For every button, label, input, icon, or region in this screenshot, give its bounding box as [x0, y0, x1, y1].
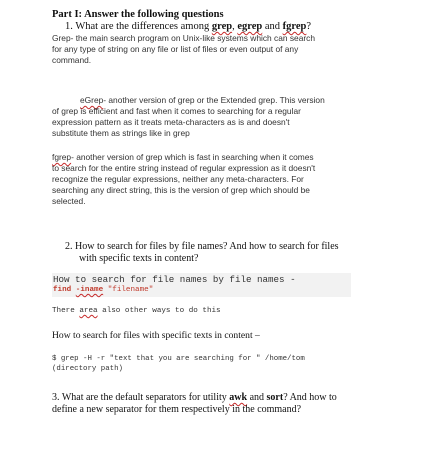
fgrep-answer-line: to search for the entire string instead of regular expression as it doesn't — [52, 163, 316, 173]
term-sort: sort — [266, 392, 284, 403]
separator: , — [232, 21, 238, 32]
question-3-text: 3. What are the default separators for utility — [52, 392, 230, 403]
grep-command-line: (directory path) — [52, 365, 123, 373]
iname-flag: -iname — [75, 286, 104, 294]
question-2 — [65, 241, 339, 265]
term-fgrep: fgrep — [282, 21, 307, 32]
grep-answer — [52, 33, 315, 66]
code-block-find — [52, 273, 351, 297]
grep-answer-line: Grep- the main search program on Unix-like systems which can search — [52, 33, 315, 43]
egrep-answer-line: of grep is efficient and fast when it comes to searching for a regular — [52, 106, 301, 116]
typo-area: area — [79, 307, 98, 315]
fgrep-answer-line: searching any direct string, this is the version of grep which should be — [52, 185, 310, 195]
term-grep: grep — [211, 21, 233, 32]
fgrep-answer — [52, 152, 315, 207]
grep-answer-line: for any type of string on any file or list of files or even output of any — [52, 44, 299, 54]
question-3 — [52, 392, 337, 416]
term-awk: awk — [229, 392, 248, 403]
egrep-answer-text: - another version of grep or the Extended grep. This version — [103, 95, 325, 105]
code-heading: How to search for file names by file names - — [53, 274, 296, 285]
fgrep-answer-line: selected. — [52, 196, 86, 206]
question-3-line: define a new separator for them respectively in the command? — [52, 404, 302, 415]
question-3-text: and — [247, 392, 267, 403]
other-ways-note — [52, 307, 221, 315]
note-text: also other ways to do this — [97, 307, 221, 315]
question-2-line: 2. How to search for files by file names? And how to search for files — [65, 241, 339, 252]
grep-command-block — [52, 354, 305, 374]
grep-answer-line: command. — [52, 55, 92, 65]
content-search-heading: How to search for files with specific texts in content – — [52, 330, 260, 341]
note-text: There — [52, 307, 80, 315]
question-3-line — [52, 392, 337, 404]
fgrep-word: fgrep — [52, 152, 72, 162]
find-command — [53, 285, 351, 296]
part-title: Part I: Answer the following questions — [52, 9, 224, 20]
separator: and — [262, 21, 283, 32]
egrep-answer-line — [52, 95, 325, 106]
egrep-answer-line: substitute them as strings like in grep — [52, 128, 190, 138]
find-keyword: find — [53, 286, 72, 294]
fgrep-answer-line — [52, 152, 315, 163]
question-mark: ? — [306, 21, 312, 32]
question-1-text: What are the differences among — [75, 21, 212, 32]
grep-command-line: $ grep -H -r "text that you are searching for " /home/tom — [52, 355, 305, 363]
question-3-text: ? And how to — [283, 392, 337, 403]
question-1 — [65, 21, 311, 32]
term-egrep: egrep — [237, 21, 263, 32]
fgrep-answer-line: recognize the regular expressions, neither any meta-characters. For — [52, 174, 304, 184]
filename-arg: "filename" — [107, 286, 154, 294]
egrep-answer-line: expression pattern as it treats meta-characters as is and doesn't — [52, 117, 290, 127]
egrep-answer — [52, 95, 325, 139]
question-2-line: with specific texts in content? — [79, 253, 199, 264]
fgrep-answer-text: - another version of grep which is fast in searching when it comes — [71, 152, 314, 162]
egrep-word: eGrep — [80, 95, 104, 105]
question-1-number: 1. — [65, 21, 73, 32]
